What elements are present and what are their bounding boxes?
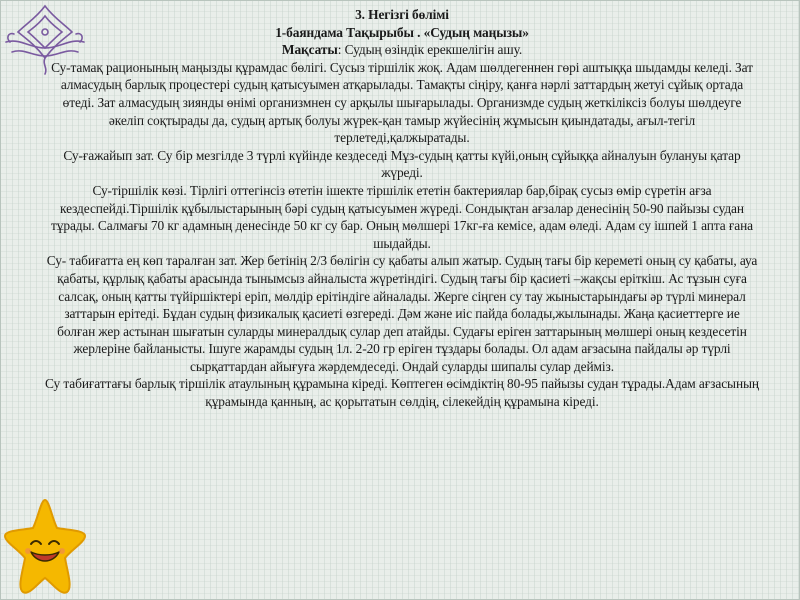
goal-label: Мақсаты — [281, 42, 338, 58]
document-content — [44, 6, 760, 411]
goal-text: : Судың өзіндік ерекшелігін ашу. — [337, 42, 523, 58]
paragraph-1: Су-тамақ рационының маңызды құрамдас бөлігі. Сусыз тіршілік жоқ. Адам шөлдегеннен гөрі аштыққа шыдамды келеді. Зат алмасудың барлық процестері судың қатысуымен атқарылады. Тамақты сіңіру, қанға нәрлі заттардың жетуі сұйық ортада өтеді. Зат алмасудың зиянды өнімі организмнен су арқылы шығарылады. Организмде судың жеткіліксіз болуы шөлдеуге әкеліп соқтырады да, судың артық болуы жүрек-қан тамыр жүйесінің жұмысын қиындатады, ағыл-тегіл терлетеді,қалжыратады. — [51, 59, 753, 146]
paragraph-4: Су- табиғатта ең көп таралған зат. Жер бетінің 2/3 бөлігін су қабаты алып жатыр. Судың тағы бір кереметі оның су қабаты, ауа қабаты, құрлық қабаты арасында тынымсыз айналыста жүретіндігі. Судың тағы бір қасиеті –жақсы еріткіш. Ас тұзын суға салсақ, оның қатты түйіршіктері еріп, мөлдір ерітіндіге айналады. Жерге сіңген су тау жыныстарындағы әр түрлі минерал заттарын ерітеді. Бұдан судың физикалық қасиеті өзгереді. Дәм және иіс пайда болады,жылынады. Жаңа қасиеттерге ие болған жер астынан шығатын суларды минералдық сулар деп атайды. Судағы еріген заттарының мөлшері оның кездесетін жерлеріне байланысты. Ішуге жарамды судың 1л. 2-20 гр еріген тұздары болады. Ол адам ағзасына пайдалы әр түрлі сырқаттардан айығуға жәрдемдеседі. Ондай суларды шипалы сулар дейміз. — [46, 253, 758, 374]
section-title: 3. Негізгі бөлімі — [355, 7, 449, 22]
paragraph-5: Су табиғаттағы барлық тіршілік атаулының құрамына кіреді. Көптеген өсімдіктің 80-95 пайызы судан тұрады.Адам ағзасының құрамында қанның, ас қорытатын сөлдің, сілекейдің құрамына кіреді. — [45, 376, 759, 410]
report-title: 1-баяндама Тақырыбы . «Судың маңызы» — [275, 24, 529, 40]
smiling-star-icon — [1, 494, 87, 598]
paragraph-3: Су-тіршілік көзі. Тірлігі оттегінсіз өтетін ішекте тіршілік ететін бактериялар бар,бірақ сусыз өмір сүретін ағза кездеспейді.Тіршілік құбылыстарының бәрі судың қатысуымен жүреді. Сондықтан ағзалар денесінің 50-90 пайызы судан тұрады. Салмағы 70 кг адамның денесінде 50 кг су бар. Оның мөлшері 17кг-ға кемісе, адам өледі. Адам су ішпей 1 апта ғана шыдайды. — [51, 182, 753, 251]
goal-line — [44, 41, 760, 59]
paragraph-2: Су-ғажайып зат. Су бір мезгілде 3 түрлі күйінде кездеседі Мұз-судың қатты күйі,оның сұйыққа айналуын булануы қатар жүреді. — [63, 147, 741, 181]
